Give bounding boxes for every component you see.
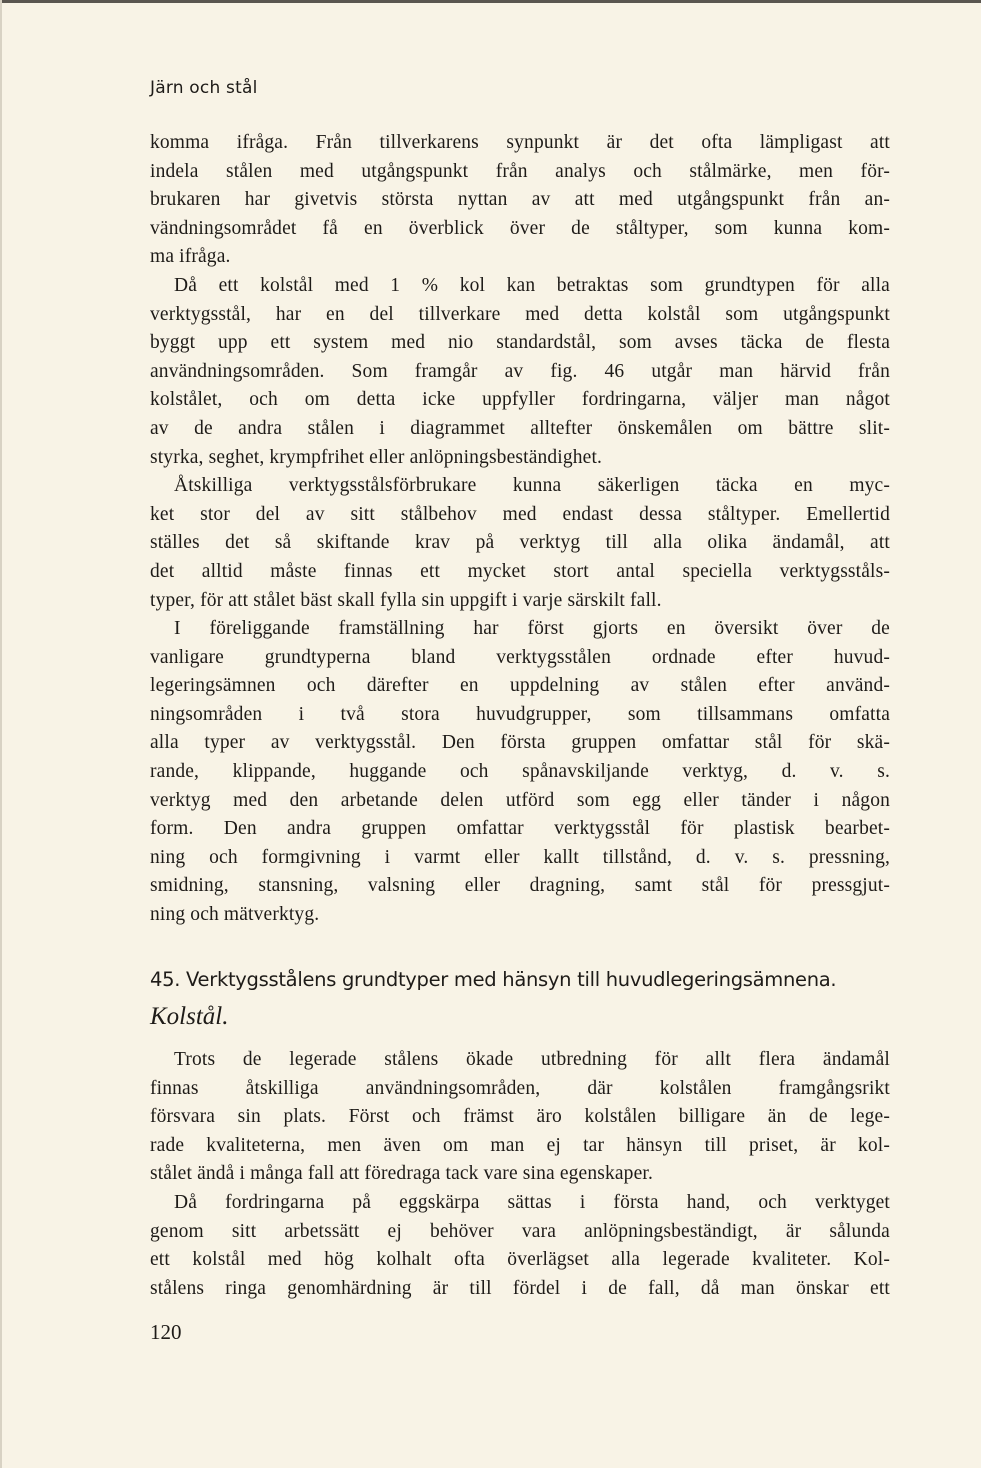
paragraph bbox=[150, 615, 890, 930]
scan-left-edge bbox=[0, 0, 2, 1468]
text-line: stålet ändå i många fall att föredraga tack vare sina egenskaper. bbox=[150, 1163, 653, 1185]
text-line: legeringsämnen och därefter en uppdelning av stålen efter använd- bbox=[150, 675, 890, 697]
text-line: Åtskilliga verktygsstålsförbrukare kunna säkerligen täcka en myc- bbox=[174, 475, 890, 497]
text-line: det alltid måste finnas ett mycket stort antal speciella verktygsståls- bbox=[150, 560, 890, 582]
text-line: ning och mätverktyg. bbox=[150, 904, 320, 926]
text-line: försvara sin plats. Först och främst äro kolstålen billigare än de lege- bbox=[150, 1106, 890, 1128]
text-line: ställes det så skiftande krav på verktyg till alla olika ändamål, att bbox=[150, 532, 890, 554]
text-line: komma ifråga. Från tillverkarens synpunkt är det ofta lämpligast att bbox=[150, 132, 890, 153]
text-line: brukaren har givetvis största nyttan av att med utgångspunkt från an- bbox=[150, 189, 890, 211]
page-number: 120 bbox=[150, 1320, 182, 1344]
text-line: typer, för att stålet bäst skall fylla sin uppgift i varje särskilt fall. bbox=[150, 589, 662, 611]
text-line: indela stålen med utgångspunkt från analys och stålmärke, men för- bbox=[150, 160, 890, 182]
text-line: rande, klippande, huggande och spånavskiljande verktyg, d. v. s. bbox=[150, 761, 890, 783]
paragraph bbox=[150, 129, 890, 272]
paragraph bbox=[150, 1046, 890, 1189]
section-heading: 45. Verktygsstålens grundtyper med hänsyn till huvudlegeringsämnena. bbox=[150, 968, 837, 991]
text-line: Då ett kolstål med 1 % kol kan betraktas som grundtypen för alla bbox=[174, 274, 890, 296]
text-line: byggt upp ett system med nio standardstål, som avses täcka de flesta bbox=[150, 332, 890, 354]
text-line: kolstålet, och om detta icke uppfyller fordringarna, väljer man något bbox=[150, 389, 890, 411]
text-line: vanligare grundtyperna bland verktygsstålen ordnade efter huvud- bbox=[150, 646, 890, 668]
body-section-2 bbox=[150, 1046, 890, 1303]
scan-top-edge bbox=[0, 0, 981, 3]
text-line: användningsområden. Som framgår av fig. 46 utgår man härvid från bbox=[150, 360, 890, 382]
text-line: rade kvaliteterna, men även om man ej tar hänsyn till priset, är kol- bbox=[150, 1134, 890, 1156]
text-line: ket stor del av sitt stålbehov med endast dessa ståltyper. Emellertid bbox=[150, 503, 890, 525]
subsection-heading: Kolstål. bbox=[150, 1003, 229, 1030]
text-line: ning och formgivning i varmt eller kallt tillstånd, d. v. s. pressning, bbox=[150, 846, 890, 868]
text-line: ett kolstål med hög kolhalt ofta överlägset alla legerade kvaliteter. Kol- bbox=[150, 1249, 890, 1271]
text-line: I föreliggande framställning har först gjorts en översikt över de bbox=[174, 618, 890, 640]
text-line: alla typer av verktygsstål. Den första gruppen omfattar stål för skä- bbox=[150, 732, 890, 754]
body-section-1 bbox=[150, 129, 890, 930]
text-line: vändningsområdet få en överblick över de ståltyper, som kunna kom- bbox=[150, 217, 890, 239]
text-line: genom sitt arbetssätt ej behöver vara anlöpningsbeständigt, är sålunda bbox=[150, 1220, 890, 1242]
text-line: stålens ringa genomhärdning är till fördel i de fall, då man önskar ett bbox=[150, 1277, 890, 1299]
text-line: styrka, seghet, krympfrihet eller anlöpningsbeständighet. bbox=[150, 446, 603, 468]
text-line: Trots de legerade stålens ökade utbredning för allt flera ändamål bbox=[174, 1049, 890, 1070]
paragraph bbox=[150, 1189, 890, 1303]
text-line: verktygsstål, har en del tillverkare med detta kolstål som utgångspunkt bbox=[150, 303, 890, 325]
text-line: ma ifråga. bbox=[150, 246, 231, 268]
paragraph bbox=[150, 272, 890, 472]
paragraph bbox=[150, 472, 890, 615]
text-line: Då fordringarna på eggskärpa sättas i första hand, och verktyget bbox=[174, 1191, 890, 1213]
text-line: ningsområden i två stora huvudgrupper, som tillsammans omfatta bbox=[150, 703, 890, 725]
running-head: Järn och stål bbox=[150, 78, 258, 98]
text-line: verktyg med den arbetande delen utförd som egg eller tänder i någon bbox=[150, 789, 890, 811]
text-line: form. Den andra gruppen omfattar verktygsstål för plastisk bearbet- bbox=[150, 818, 890, 840]
text-line: av de andra stålen i diagrammet alltefter önskemålen om bättre slit- bbox=[150, 417, 890, 439]
text-line: smidning, stansning, valsning eller dragning, samt stål för pressgjut- bbox=[150, 875, 890, 897]
text-line: finnas åtskilliga användningsområden, där kolstålen framgångsrikt bbox=[150, 1077, 890, 1099]
